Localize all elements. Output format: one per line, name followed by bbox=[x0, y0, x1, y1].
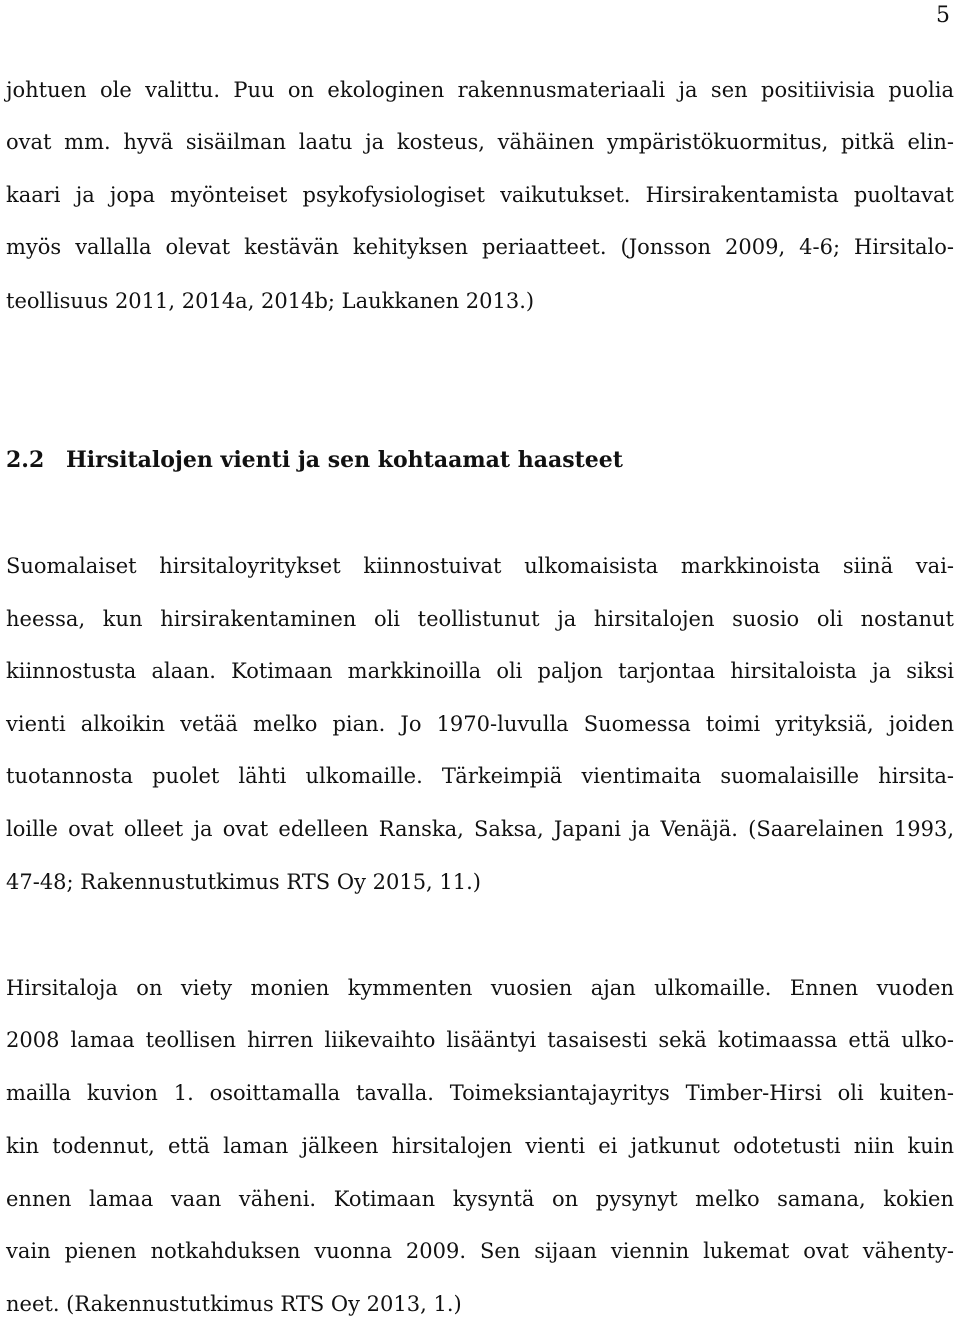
section-heading bbox=[6, 446, 623, 474]
page-number: 5 bbox=[936, 3, 950, 28]
text-line: Suomalaiset hirsitaloyritykset kiinnostuivat ulkomaisista markkinoista siinä vai- bbox=[6, 554, 954, 578]
text-line: 2008 lamaa teollisen hirren liikevaihto lisääntyi tasaisesti sekä kotimaassa että ulko- bbox=[6, 1028, 954, 1052]
text-line: kaari ja jopa myönteiset psykofysiologiset vaikutukset. Hirsirakentamista puoltavat bbox=[6, 183, 954, 207]
text-line: 47-48; Rakennustutkimus RTS Oy 2015, 11.) bbox=[6, 870, 481, 894]
text-line: ovat mm. hyvä sisäilman laatu ja kosteus, vähäinen ympäristökuormitus, pitkä elin- bbox=[6, 130, 954, 154]
text-line: Hirsitaloja on viety monien kymmenten vuosien ajan ulkomaille. Ennen vuoden bbox=[6, 976, 954, 1000]
text-line: ennen lamaa vaan väheni. Kotimaan kysyntä on pysynyt melko samana, kokien bbox=[6, 1187, 954, 1211]
text-line: teollisuus 2011, 2014a, 2014b; Laukkanen 2013.) bbox=[6, 289, 535, 313]
text-line: kin todennut, että laman jälkeen hirsitalojen vienti ei jatkunut odotetusti niin kuin bbox=[6, 1134, 954, 1158]
text-line: tuotannosta puolet lähti ulkomaille. Tärkeimpiä vientimaita suomalaisille hirsita- bbox=[6, 764, 954, 788]
text-line: johtuen ole valittu. Puu on ekologinen rakennusmateriaali ja sen positiivisia puolia bbox=[6, 78, 954, 102]
section-number: 2.2 bbox=[6, 447, 45, 473]
section-title: Hirsitalojen vienti ja sen kohtaamat haasteet bbox=[66, 447, 623, 473]
text-line: neet. (Rakennustutkimus RTS Oy 2013, 1.) bbox=[6, 1292, 462, 1316]
text-line: mailla kuvion 1. osoittamalla tavalla. Toimeksiantajayritys Timber-Hirsi oli kuiten- bbox=[6, 1081, 954, 1105]
text-line: vain pienen notkahduksen vuonna 2009. Sen sijaan viennin lukemat ovat vähenty- bbox=[6, 1239, 954, 1263]
text-line: kiinnostusta alaan. Kotimaan markkinoilla oli paljon tarjontaa hirsitaloista ja siksi bbox=[6, 659, 954, 683]
text-line: myös vallalla olevat kestävän kehityksen periaatteet. (Jonsson 2009, 4-6; Hirsitalo- bbox=[6, 235, 954, 259]
text-line: heessa, kun hirsirakentaminen oli teollistunut ja hirsitalojen suosio oli nostanut bbox=[6, 607, 954, 631]
text-line: vienti alkoikin vetää melko pian. Jo 1970-luvulla Suomessa toimi yrityksiä, joiden bbox=[6, 712, 954, 736]
text-line: loille ovat olleet ja ovat edelleen Ranska, Saksa, Japani ja Venäjä. (Saarelainen 1993, bbox=[6, 817, 954, 841]
